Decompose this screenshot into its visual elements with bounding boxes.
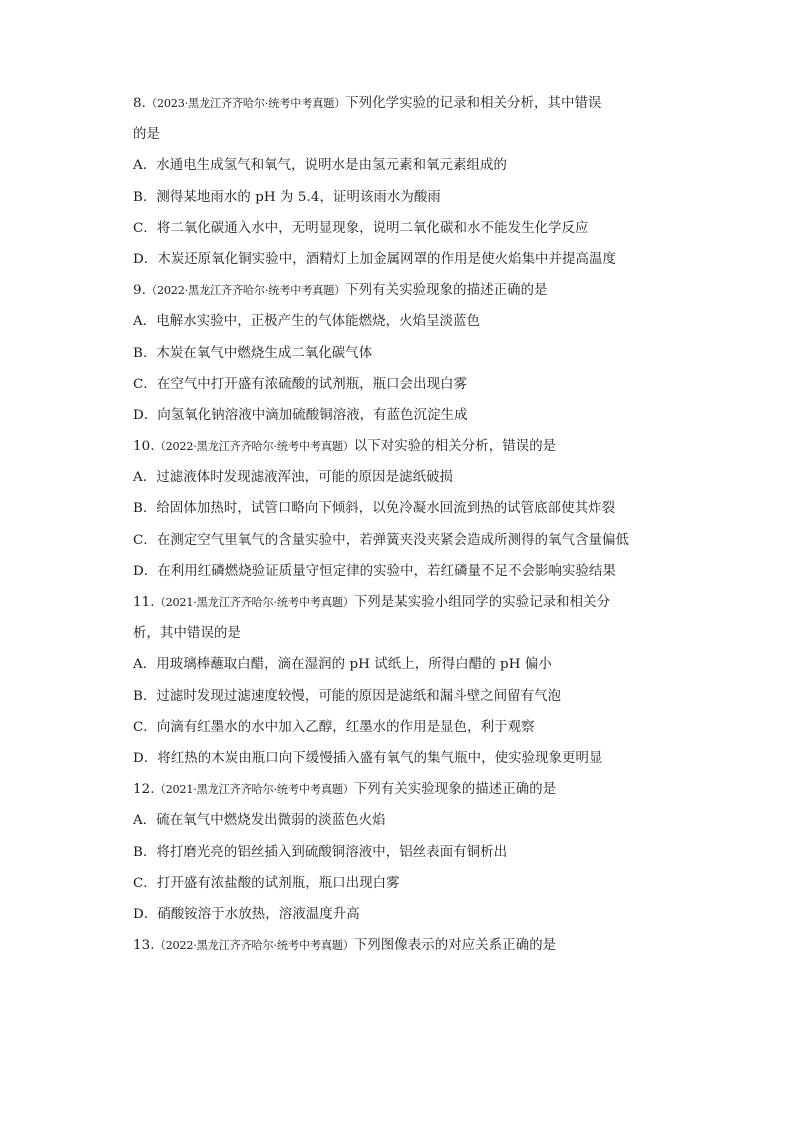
question-8-stem: 8.（2023·黑龙江齐齐哈尔·统考中考真题）下列化学实验的记录和相关分析，其中错误 [133, 96, 602, 111]
question-8-option-d: D．木炭还原氧化铜实验中，酒精灯上加金属网罩的作用是使火焰集中并提高温度 [133, 251, 617, 267]
question-10-stem: 10.（2022·黑龙江齐齐哈尔·统考中考真题）以下对实验的相关分析，错误的是 [133, 439, 557, 455]
question-source: （2022·黑龙江齐齐哈尔·统考中考真题） [154, 440, 354, 454]
question-10-option-b: B．给固体加热时，试管口略向下倾斜，以免冷凝水回流到热的试管底部使其炸裂 [133, 501, 616, 517]
question-9-option-b: B．木炭在氧气中燃烧生成二氧化碳气体 [133, 345, 373, 361]
question-source: （2022·黑龙江齐齐哈尔·统考中考真题） [154, 939, 354, 953]
question-8-option-a: A．水通电生成氢气和氧气，说明水是由氢元素和氧元素组成的 [133, 158, 508, 174]
question-10-option-c: C．在测定空气里氧气的含量实验中，若弹簧夹没夹紧会造成所测得的氧气含量偏低 [133, 532, 630, 548]
question-10-option-d: D．在利用红磷燃烧验证质量守恒定律的实验中，若红磷量不足不会影响实验结果 [133, 563, 617, 579]
question-11-option-a: A．用玻璃棒蘸取白醋，滴在湿润的 pH 试纸上，所得白醋的 pH 偏小 [133, 657, 552, 673]
question-12-option-a: A．硫在氧气中燃烧发出微弱的淡蓝色火焰 [133, 813, 386, 829]
question-12-stem: 12.（2021·黑龙江齐齐哈尔·统考中考真题）下列有关实验现象的描述正确的是 [133, 782, 557, 798]
question-9-option-a: A．电解水实验中，正极产生的气体能燃烧，火焰呈淡蓝色 [133, 314, 481, 330]
question-12-option-c: C．打开盛有浓盐酸的试剂瓶，瓶口出现白雾 [133, 875, 400, 891]
question-9-option-d: D．向氢氧化钠溶液中滴加硫酸铜溶液，有蓝色沉淀生成 [133, 407, 468, 423]
question-11-option-b: B．过滤时发现过滤速度较慢，可能的原因是滤纸和漏斗壁之间留有气泡 [133, 688, 562, 704]
question-source: （2021·黑龙江齐齐哈尔·统考中考真题） [154, 596, 354, 609]
question-12-option-d: D．硝酸铵溶于水放热，溶液温度升高 [133, 906, 360, 922]
question-10-option-a: A．过滤液体时发现滤液浑浊，可能的原因是滤纸破损 [133, 470, 454, 486]
question-11-option-d: D．将红热的木炭由瓶口向下缓慢插入盛有氧气的集气瓶中，使实验现象更明显 [133, 750, 603, 766]
question-9-option-c: C．在空气中打开盛有浓硫酸的试剂瓶，瓶口会出现白雾 [133, 376, 468, 392]
question-9-stem: 9.（2022·黑龙江齐齐哈尔·统考中考真题）下列有关实验现象的描述正确的是 [133, 283, 548, 299]
document-page [133, 88, 733, 961]
question-source: （2022·黑龙江齐齐哈尔·统考中考真题） [145, 284, 346, 298]
question-source: （2023·黑龙江齐齐哈尔·统考中考真题） [145, 97, 346, 110]
question-8-option-b: B．测得某地雨水的 pH 为 5.4，证明该雨水为酸雨 [133, 189, 441, 205]
question-11-stem: 11.（2021·黑龙江齐齐哈尔·统考中考真题）下列是某实验小组同学的实验记录和相关分 [133, 595, 611, 610]
question-8-stem-cont: 的是 [133, 127, 160, 143]
question-13-stem: 13.（2022·黑龙江齐齐哈尔·统考中考真题）下列图像表示的对应关系正确的是 [133, 938, 557, 954]
question-source: （2021·黑龙江齐齐哈尔·统考中考真题） [154, 783, 354, 797]
question-11-option-c: C．向滴有红墨水的水中加入乙醇，红墨水的作用是显色，利于观察 [133, 719, 535, 735]
question-12-option-b: B．将打磨光亮的铝丝插入到硫酸铜溶液中，铝丝表面有铜析出 [133, 844, 508, 860]
question-11-stem-cont: 析，其中错误的是 [133, 626, 241, 642]
question-8-option-c: C．将二氧化碳通入水中，无明显现象，说明二氧化碳和水不能发生化学反应 [133, 220, 589, 236]
